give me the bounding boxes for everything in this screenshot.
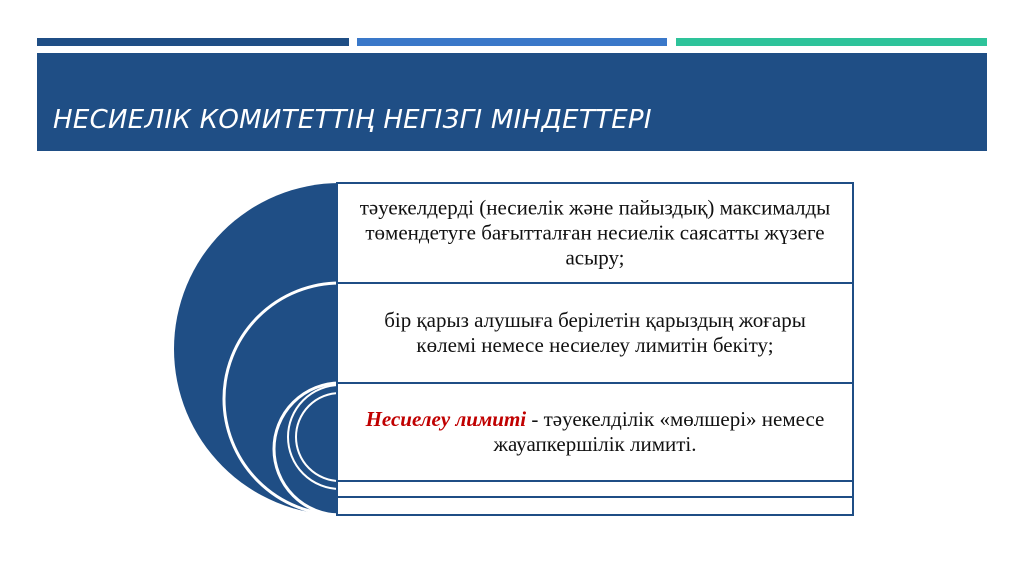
credit-limit-term: Несиелеу лимиті xyxy=(365,407,527,431)
task-text-3 xyxy=(338,407,852,457)
task-box-1 xyxy=(336,182,854,284)
task-text-2: бір қарыз алушыға берілетін қарыздың жоғары көлемі немесе несиелеу лимитін бекіту; xyxy=(384,308,806,357)
task-box-3 xyxy=(336,382,854,482)
task-text-1: тәуекелдерді (несиелік және пайыздық) максималды төмендетуге бағытталған несиелік саясатты жүзеге асыру; xyxy=(359,195,831,270)
page-title: НЕСИЕЛІК КОМИТЕТТІҢ НЕГІЗГІ МІНДЕТТЕРІ xyxy=(53,105,652,135)
credit-limit-definition: - тәуекелділік «мөлшері» немесе жауапкершілік лимиті. xyxy=(493,407,825,456)
task-box-2 xyxy=(336,282,854,384)
empty-box-5 xyxy=(336,496,854,516)
